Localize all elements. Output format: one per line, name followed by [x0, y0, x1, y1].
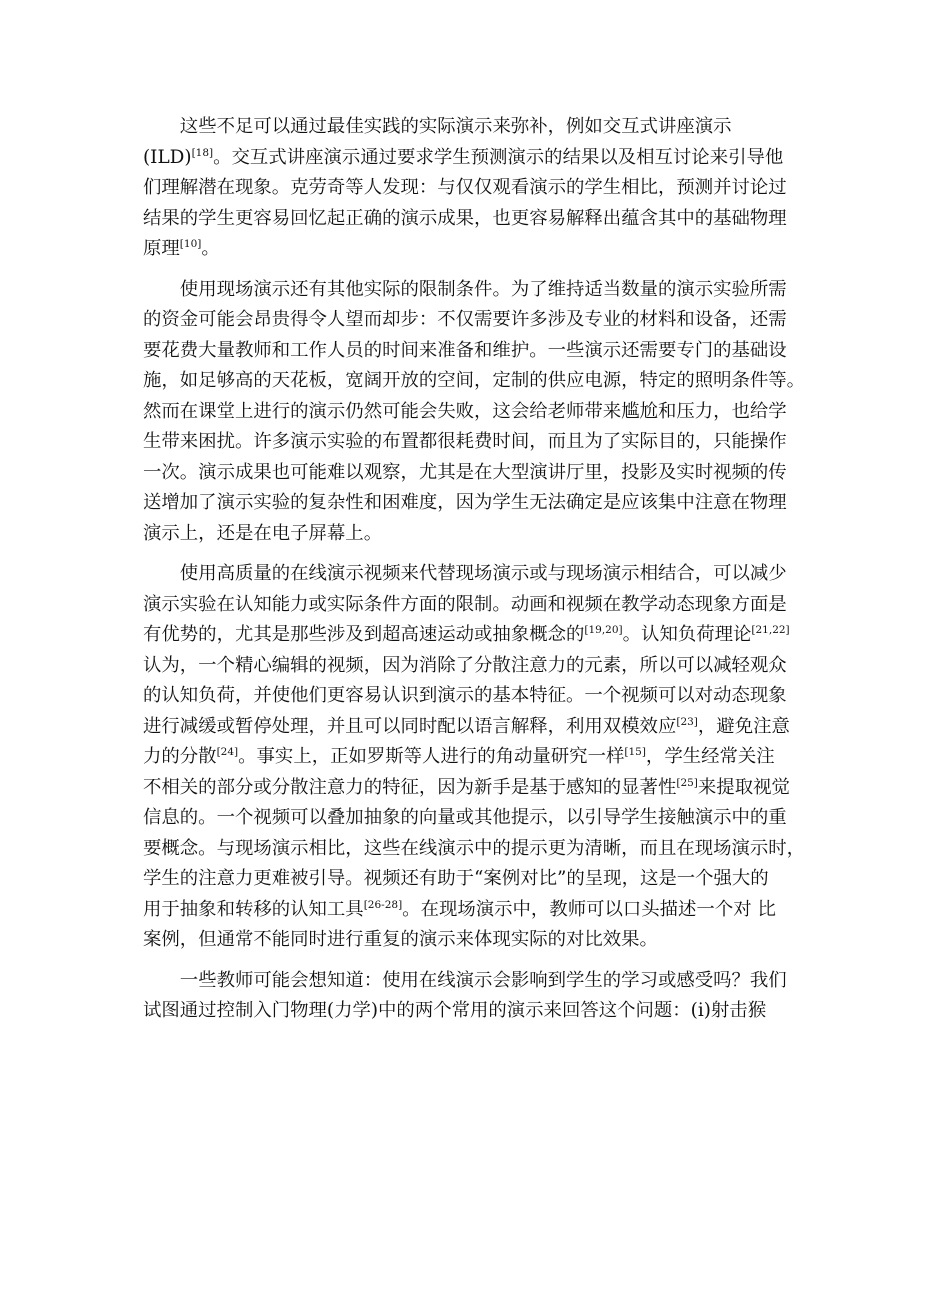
text-run: 施，如足够高的天花板，宽阔开放的空间，定制的供应电源，特定的照明条件等。 [143, 370, 806, 391]
text-line [143, 712, 790, 743]
text-run: 送增加了演示实验的复杂性和困难度，因为学生无法确定是应该集中注意在物理 [143, 492, 787, 513]
text-run: 用于抽象和转移的认知工具 [143, 898, 364, 920]
citation-reference: [21,22] [751, 623, 790, 636]
paragraph [143, 275, 806, 550]
text-run: 演示上，还是在电子屏幕上。 [143, 522, 383, 544]
text-line [143, 173, 787, 204]
paragraph [143, 559, 806, 956]
citation-reference: [23] [676, 715, 698, 728]
text-run: 案例，但通常不能同时进行重复的演示来体现实际的对比效果。 [143, 929, 658, 950]
text-run: 。 [201, 238, 220, 259]
text-run: 。事实上，正如罗斯等人进行的角动量研究一样 [238, 746, 625, 767]
text-line [143, 427, 787, 458]
text-run: 结果的学生更容易回忆起正确的演示成果，也更容易解释出蕴含其中的基础物理 [143, 207, 787, 229]
citation-reference: [26-28] [363, 898, 403, 911]
text-line [143, 397, 787, 428]
text-line [143, 519, 787, 550]
text-line [143, 895, 787, 926]
text-run: 要概念。与现场演示相比，这些在线演示中的提示更为清晰，而且在现场演示时， [143, 837, 806, 859]
text-run: 使用现场演示还有其他实际的限制条件。为了维持适当数量的演示实验所需 [179, 278, 787, 300]
text-run: 这些不足可以通过最佳实践的实际演示来弥补，例如交互式讲座演示 [179, 116, 732, 137]
text-run: 来提取视觉 [697, 776, 790, 798]
text-run: 然而在课堂上进行的演示仍然可能会失败，这会给老师带来尴尬和压力，也给学 [143, 400, 787, 422]
citation-reference: [19,20] [584, 623, 623, 636]
text-run: ，学生经常关注 [645, 746, 775, 767]
text-line [143, 681, 787, 712]
text-line [143, 742, 787, 773]
text-run: 进行减缓或暂停处理，并且可以同时配以语言解释，利用双模效应 [143, 715, 677, 737]
text-line [143, 620, 790, 651]
text-line [143, 834, 806, 865]
paragraph [143, 112, 787, 265]
text-line [143, 590, 787, 621]
text-line [143, 366, 806, 397]
text-run: 有优势的，尤其是那些涉及到超高速运动或抽象概念的 [143, 624, 585, 645]
text-run: (ILD) [143, 146, 192, 168]
document-page [143, 112, 806, 1037]
text-line [143, 143, 787, 174]
text-run: 。在现场演示中，教师可以口头描述一个对 比 [402, 898, 776, 920]
text-run: 们理解潜在现象。克劳奇等人发现：与仅仅观看演示的学生相比，预测并讨论过 [143, 177, 787, 198]
text-line [143, 305, 787, 336]
text-run: 认为，一个精心编辑的视频，因为消除了分散注意力的元素，所以可以减轻观众 [143, 654, 787, 676]
text-run: 。认知负荷理论 [622, 624, 752, 645]
text-run: 原理 [143, 238, 180, 259]
text-run: 。交互式讲座演示通过要求学生预测演示的结果以及相互讨论来引导他 [213, 146, 784, 168]
text-run: 试图通过控制入门物理(力学)中的两个常用的演示来回答这个问题：(i)射击猴 [143, 1000, 767, 1021]
text-line [143, 488, 787, 519]
text-run: 的资金可能会昂贵得令人望而却步：不仅需要许多涉及专业的材料和设备，还需 [143, 309, 787, 330]
text-run: 的认知负荷，并使他们更容易认识到演示的基本特征。一个视频可以对动态现象 [143, 685, 787, 706]
text-line [143, 864, 787, 895]
text-run: 不相关的部分或分散注意力的特征，因为新手是基于感知的显著性 [143, 776, 677, 798]
text-run: 力的分散 [143, 746, 217, 767]
citation-reference: [25] [676, 776, 698, 789]
text-line [143, 234, 787, 265]
text-line [143, 803, 787, 834]
text-line [143, 275, 787, 306]
text-run: 信息的。一个视频可以叠加抽象的向量或其他提示，以引导学生接触演示中的重 [143, 807, 787, 828]
paragraph [143, 966, 787, 1027]
text-run: 学生的注意力更难被引导。视频还有助于“案例对比”的呈现，这是一个强大的 [143, 868, 769, 889]
text-line [143, 458, 787, 489]
text-run: 生带来困扰。许多演示实验的布置都很耗费时间，而且为了实际目的，只能操作 [143, 431, 787, 452]
text-run: 要花费大量教师和工作人员的时间来准备和维护。一些演示还需要专门的基础设 [143, 339, 787, 361]
citation-reference: [24] [216, 745, 239, 758]
text-line [143, 925, 787, 956]
text-line [143, 112, 787, 143]
text-line [143, 559, 787, 590]
text-run: 一次。演示成果也可能难以观察，尤其是在大型演讲厅里，投影及实时视频的传 [143, 461, 787, 483]
text-line [143, 336, 787, 367]
text-line [143, 966, 787, 997]
text-run: 一些教师可能会想知道：使用在线演示会影响到学生的学习或感受吗？我们 [179, 969, 787, 991]
text-run: 演示实验在认知能力或实际条件方面的限制。动画和视频在教学动态现象方面是 [143, 593, 787, 615]
text-line [143, 996, 787, 1027]
text-run: 使用高质量的在线演示视频来代替现场演示或与现场演示相结合，可以减少 [179, 563, 787, 584]
citation-reference: [15] [624, 745, 646, 758]
citation-reference: [18] [191, 146, 214, 159]
text-run: ，避免注意 [697, 715, 790, 737]
citation-reference: [10] [179, 237, 202, 250]
text-line [143, 651, 787, 682]
text-line [143, 204, 787, 235]
text-line [143, 773, 790, 804]
